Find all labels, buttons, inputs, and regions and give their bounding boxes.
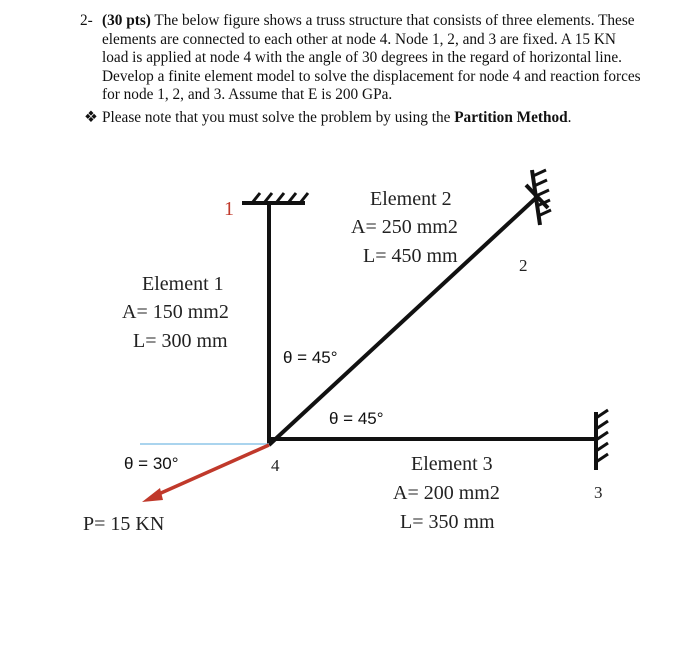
problem-number: 2- bbox=[80, 12, 93, 29]
diamond-bullet-icon: ❖ bbox=[84, 109, 98, 126]
element-3-length: L= 350 mm bbox=[400, 511, 495, 533]
node-4-label: 4 bbox=[271, 456, 280, 475]
element-3-area: A= 200 mm2 bbox=[393, 482, 500, 504]
problem-line-2: elements are connected to each other at node 4. Node 1, 2, and 3 are fixed. A 15 KN bbox=[102, 30, 616, 48]
element-2-area: A= 250 mm2 bbox=[351, 216, 458, 238]
load-label: P= 15 KN bbox=[83, 513, 165, 535]
problem-line-1: The below figure shows a truss structure that consists of three elements. These bbox=[150, 12, 635, 29]
element-3-name: Element 3 bbox=[411, 453, 493, 475]
problem-line-4: Develop a finite element model to solve the displacement for node 4 and reaction forces bbox=[102, 67, 641, 85]
angle-load-label: θ = 30° bbox=[124, 454, 179, 473]
note-text: Please note that you must solve the problem by using the bbox=[102, 109, 455, 126]
node-3-label: 3 bbox=[594, 483, 603, 502]
angle-element-2-label: θ = 45° bbox=[283, 348, 338, 367]
element-1-length: L= 300 mm bbox=[133, 330, 228, 352]
element-1-name: Element 1 bbox=[142, 273, 224, 295]
problem-points: (30 pts) bbox=[102, 12, 151, 29]
load-arrow-head-icon bbox=[142, 488, 163, 502]
element-1-area: A= 150 mm2 bbox=[122, 301, 229, 323]
note-end: . bbox=[567, 109, 572, 126]
angle-element-3-label: θ = 45° bbox=[329, 409, 384, 428]
node-1-label: 1 bbox=[224, 198, 234, 220]
element-2-name: Element 2 bbox=[370, 188, 452, 210]
problem-line-3: load is applied at node 4 with the angle of 30 degrees in the regard of horizontal line. bbox=[102, 49, 622, 67]
problem-line-5: for node 1, 2, and 3. Assume that E is 200 GPa. bbox=[102, 86, 393, 104]
node-2-label: 2 bbox=[519, 256, 528, 275]
note-bold: Partition Method bbox=[454, 109, 568, 126]
element-2-length: L= 450 mm bbox=[363, 245, 458, 267]
